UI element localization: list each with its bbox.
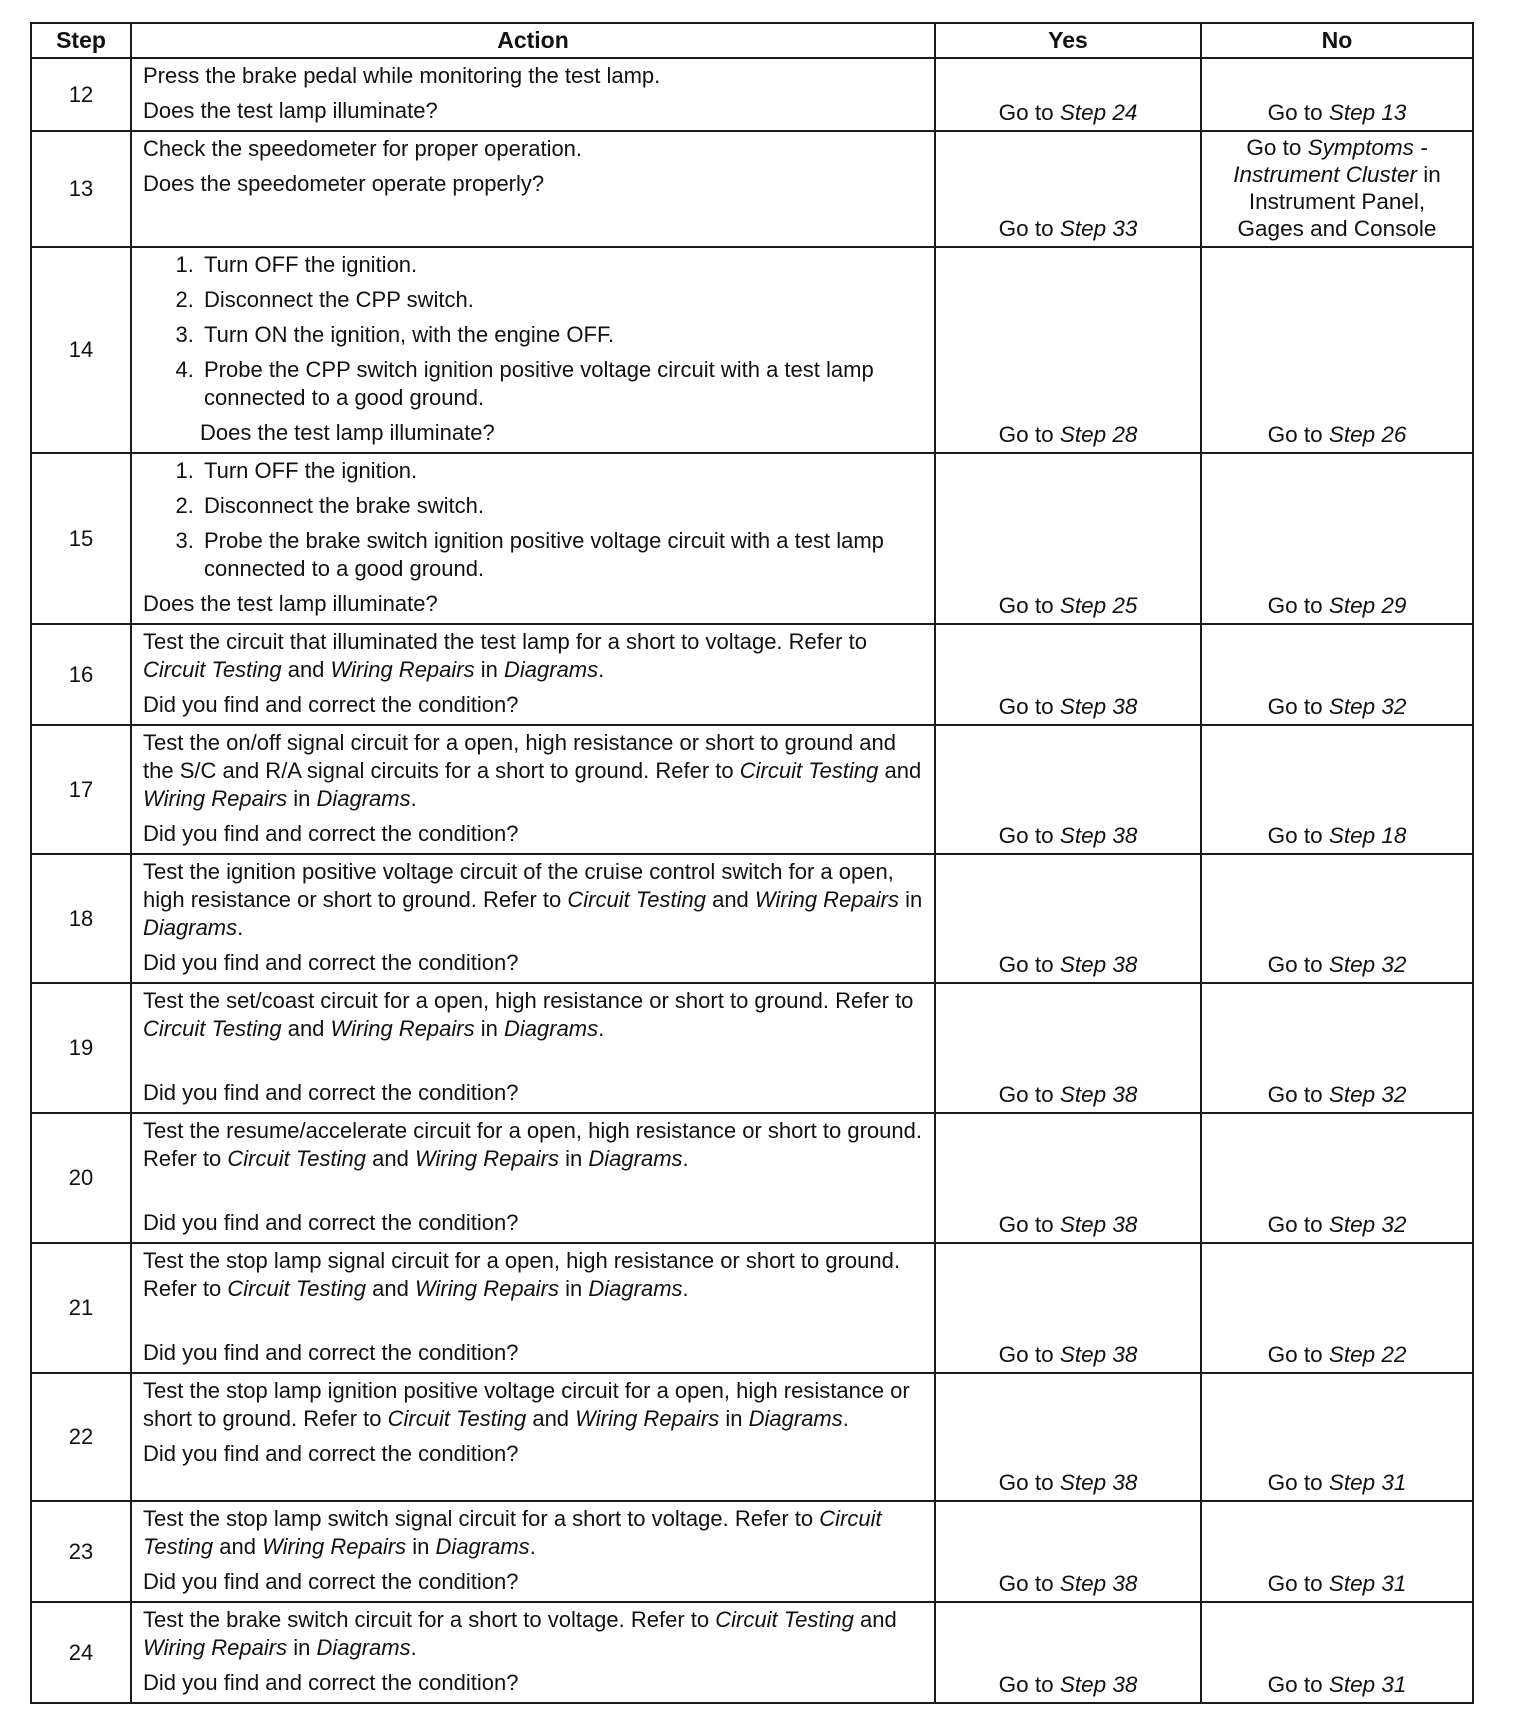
yes-step-link[interactable]: Step 25 <box>1059 593 1138 618</box>
ref-and: and <box>287 1016 325 1041</box>
action-text <box>143 1377 926 1433</box>
yes-prefix: Go to <box>998 593 1054 618</box>
instrument-cluster-link[interactable]: Instrument Cluster <box>1233 162 1418 187</box>
yes-result[interactable] <box>935 1113 1201 1243</box>
circuit-testing-link[interactable]: Circuit Testing <box>567 887 706 912</box>
ref-and: and <box>372 1276 409 1301</box>
step-column-header: Step <box>31 23 131 58</box>
no-step-link[interactable]: Step 26 <box>1328 422 1407 447</box>
no-step-link[interactable]: Step 13 <box>1328 100 1407 125</box>
yes-prefix: Go to <box>998 952 1054 977</box>
table-row <box>31 1501 1473 1602</box>
table-row <box>31 131 1473 247</box>
ref-and: and <box>884 758 922 783</box>
no-result[interactable] <box>1201 624 1473 725</box>
reference <box>143 1276 689 1301</box>
no-prefix: Go to <box>1267 593 1323 618</box>
action-text-body: Test the circuit that illuminated the test lamp for a short to voltage. <box>143 629 783 654</box>
action-cell <box>131 1602 935 1703</box>
ref-and: and <box>859 1607 897 1632</box>
yes-step-link[interactable]: Step 38 <box>1059 823 1138 848</box>
yes-prefix: Go to <box>998 1470 1054 1495</box>
step-number: 21 <box>31 1243 131 1373</box>
action-text-body: Test the stop lamp signal circuit for a open, high resistance or short to ground. <box>143 1248 900 1273</box>
diagrams-link[interactable]: Diagrams <box>143 915 238 940</box>
no-step-link[interactable]: Step 31 <box>1328 1672 1407 1697</box>
ref-and: and <box>372 1146 409 1171</box>
no-step-link[interactable]: Step 22 <box>1328 1342 1407 1367</box>
no-result[interactable] <box>1201 247 1473 453</box>
table-row <box>31 983 1473 1113</box>
action-column-header: Action <box>131 23 935 58</box>
ref-prefix: Refer to <box>143 1276 222 1301</box>
circuit-testing-link[interactable]: Circuit Testing <box>143 1506 882 1559</box>
action-text: Press the brake pedal while monitoring the test lamp. <box>143 63 661 88</box>
step-number: 14 <box>31 247 131 453</box>
header-row <box>31 23 1473 58</box>
no-result[interactable] <box>1201 854 1473 983</box>
yes-step-link[interactable]: Step 38 <box>1059 1672 1138 1697</box>
diagrams-link[interactable]: Diagrams <box>504 657 599 682</box>
action-text <box>143 987 926 1043</box>
no-step-link[interactable]: Step 29 <box>1328 593 1407 618</box>
no-result[interactable] <box>1201 1602 1473 1703</box>
action-text <box>143 1505 926 1561</box>
ref-prefix: Refer to <box>482 887 562 912</box>
no-prefix: Go to <box>1267 1082 1323 1107</box>
substep-item: 3. Probe the brake switch ignition positive voltage circuit with a test lamp connected to a good ground. <box>200 527 926 583</box>
diagrams-link[interactable]: Diagrams <box>316 1635 411 1660</box>
wiring-repairs-link[interactable]: Wiring Repairs <box>414 1276 560 1301</box>
action-cell <box>131 1373 935 1501</box>
ref-end: . <box>682 1276 689 1301</box>
action-cell <box>131 725 935 854</box>
action-text <box>143 1606 926 1662</box>
action-question: Did you find and correct the condition? <box>143 1080 519 1105</box>
no-prefix: Go to <box>1267 422 1323 447</box>
no-prefix: Go to <box>1267 694 1323 719</box>
ref-in: in <box>480 1016 498 1041</box>
no-result[interactable] <box>1201 983 1473 1113</box>
no-result[interactable] <box>1201 1373 1473 1501</box>
wiring-repairs-link[interactable]: Wiring Repairs <box>330 657 475 682</box>
ref-in: in <box>725 1406 743 1431</box>
circuit-testing-link[interactable]: Circuit Testing <box>143 657 282 682</box>
action-cell <box>131 131 935 247</box>
yes-result[interactable] <box>935 854 1201 983</box>
action-question: Does the test lamp illuminate? <box>143 98 438 123</box>
action-cell <box>131 1243 935 1373</box>
substep-list <box>143 251 926 412</box>
yes-step-link[interactable]: Step 38 <box>1059 1212 1138 1237</box>
yes-result[interactable] <box>935 983 1201 1113</box>
yes-step-link[interactable]: Step 24 <box>1059 100 1138 125</box>
step-number: 16 <box>31 624 131 725</box>
action-text <box>143 858 926 942</box>
no-step-link[interactable]: Step 32 <box>1328 952 1407 977</box>
yes-step-link[interactable]: Step 38 <box>1059 1571 1138 1596</box>
no-ref-line4: Gages and Console <box>1237 216 1437 241</box>
wiring-repairs-link[interactable]: Wiring Repairs <box>262 1534 407 1559</box>
action-question: Did you find and correct the condition? <box>143 1441 519 1466</box>
ref-prefix: Refer to <box>630 1607 710 1632</box>
step-number: 15 <box>31 453 131 624</box>
table-row <box>31 725 1473 854</box>
action-cell <box>131 983 935 1113</box>
wiring-repairs-link[interactable]: Wiring Repairs <box>754 887 899 912</box>
action-text-body: Test the ignition positive voltage circuit of the cruise control switch for a open, high resistance or short to ground. <box>143 859 894 912</box>
yes-result[interactable] <box>935 1501 1201 1602</box>
action-text-body: Test the stop lamp ignition positive voltage circuit for a open, high resistance or short to ground. <box>143 1378 910 1431</box>
no-ref-in: in <box>1423 162 1441 187</box>
wiring-repairs-link[interactable]: Wiring Repairs <box>575 1406 720 1431</box>
ref-in: in <box>293 786 311 811</box>
table-row <box>31 1602 1473 1703</box>
no-step-link[interactable]: Step 18 <box>1328 823 1407 848</box>
step-number: 17 <box>31 725 131 854</box>
table-row <box>31 1243 1473 1373</box>
yes-result[interactable] <box>935 58 1201 131</box>
circuit-testing-link[interactable]: Circuit Testing <box>739 758 879 783</box>
table-row <box>31 1373 1473 1501</box>
yes-step-link[interactable]: Step 38 <box>1059 1082 1138 1107</box>
ref-end: . <box>682 1146 689 1171</box>
ref-prefix: Refer to <box>143 1146 222 1171</box>
action-text: Check the speedometer for proper operation. <box>143 136 583 161</box>
step-number: 22 <box>31 1373 131 1501</box>
no-ref-line3: Instrument Panel, <box>1248 189 1426 214</box>
yes-result[interactable] <box>935 624 1201 725</box>
ref-prefix: Refer to <box>303 1406 382 1431</box>
action-question: Did you find and correct the condition? <box>143 1210 519 1235</box>
reference <box>143 1146 689 1171</box>
diagrams-link[interactable]: Diagrams <box>748 1406 843 1431</box>
step-number: 20 <box>31 1113 131 1243</box>
action-question: Does the speedometer operate properly? <box>143 171 545 196</box>
table-row <box>31 453 1473 624</box>
action-cell <box>131 854 935 983</box>
no-column-header: No <box>1201 23 1473 58</box>
action-text-body: Test the stop lamp switch signal circuit for a short to voltage. <box>143 1506 729 1531</box>
substep-item: 4. Probe the CPP switch ignition positive voltage circuit with a test lamp connected to a good ground. <box>200 356 926 412</box>
wiring-repairs-link[interactable]: Wiring Repairs <box>143 786 288 811</box>
yes-step-link[interactable]: Step 38 <box>1059 694 1138 719</box>
yes-step-link[interactable]: Step 28 <box>1059 422 1138 447</box>
wiring-repairs-link[interactable]: Wiring Repairs <box>330 1016 475 1041</box>
diagrams-link[interactable]: Diagrams <box>588 1276 683 1301</box>
ref-end: . <box>410 786 417 811</box>
table-row <box>31 854 1473 983</box>
yes-result[interactable] <box>935 1602 1201 1703</box>
ref-prefix: Refer to <box>835 988 914 1013</box>
no-prefix: Go to <box>1267 1342 1323 1367</box>
yes-step-link[interactable]: Step 38 <box>1059 1342 1138 1367</box>
yes-result[interactable] <box>935 453 1201 624</box>
no-result[interactable] <box>1201 1113 1473 1243</box>
yes-step-link[interactable]: Step 38 <box>1059 952 1138 977</box>
ref-in: in <box>905 887 923 912</box>
ref-end: . <box>410 1635 417 1660</box>
ref-end: . <box>598 657 605 682</box>
substep-item: 3. Turn ON the ignition, with the engine OFF. <box>200 321 926 349</box>
no-step-link[interactable]: Step 31 <box>1328 1470 1407 1495</box>
diagrams-link[interactable]: Diagrams <box>588 1146 683 1171</box>
yes-prefix: Go to <box>998 823 1054 848</box>
ref-prefix: Refer to <box>734 1506 814 1531</box>
step-number: 13 <box>31 131 131 247</box>
circuit-testing-link[interactable]: Circuit Testing <box>387 1406 527 1431</box>
action-question: Did you find and correct the condition? <box>143 950 519 975</box>
ref-and: and <box>219 1534 256 1559</box>
circuit-testing-link[interactable]: Circuit Testing <box>227 1146 366 1171</box>
no-prefix: Go to <box>1267 100 1323 125</box>
yes-result[interactable] <box>935 725 1201 854</box>
yes-prefix: Go to <box>998 694 1054 719</box>
ref-end: . <box>237 915 244 940</box>
yes-result[interactable] <box>935 1373 1201 1501</box>
no-result[interactable] <box>1201 58 1473 131</box>
action-question: Did you find and correct the condition? <box>143 821 519 846</box>
action-text <box>143 729 926 813</box>
yes-prefix: Go to <box>998 100 1054 125</box>
step-number: 24 <box>31 1602 131 1703</box>
reference <box>303 1406 849 1431</box>
action-question: Did you find and correct the condition? <box>143 1340 519 1365</box>
no-step-link[interactable]: Step 32 <box>1328 1082 1407 1107</box>
table-row <box>31 1113 1473 1243</box>
yes-result[interactable] <box>935 247 1201 453</box>
ref-in: in <box>412 1534 430 1559</box>
action-cell <box>131 624 935 725</box>
yes-step-link[interactable]: Step 38 <box>1059 1470 1138 1495</box>
ref-prefix: Refer to <box>655 758 734 783</box>
table-row <box>31 247 1473 453</box>
no-result[interactable] <box>1201 131 1473 247</box>
step-number: 18 <box>31 854 131 983</box>
no-prefix: Go to <box>1246 135 1302 160</box>
substep-item: 1. Turn OFF the ignition. <box>200 457 926 485</box>
yes-result[interactable] <box>935 1243 1201 1373</box>
yes-step-link[interactable]: Step 33 <box>1059 216 1138 241</box>
no-result[interactable] <box>1201 1501 1473 1602</box>
yes-prefix: Go to <box>998 422 1054 447</box>
yes-prefix: Go to <box>998 1082 1054 1107</box>
table-row <box>31 58 1473 131</box>
ref-in: in <box>480 657 498 682</box>
wiring-repairs-link[interactable]: Wiring Repairs <box>143 1635 288 1660</box>
substep-list <box>143 457 926 583</box>
ref-in: in <box>565 1276 583 1301</box>
action-text-body: Test the set/coast circuit for a open, high resistance or short to ground. <box>143 988 830 1013</box>
no-prefix: Go to <box>1267 1470 1323 1495</box>
no-result[interactable] <box>1201 1243 1473 1373</box>
diagnostic-table <box>30 22 1474 1704</box>
no-step-link[interactable]: Step 31 <box>1328 1571 1407 1596</box>
action-cell <box>131 1113 935 1243</box>
diagrams-link[interactable]: Diagrams <box>504 1016 599 1041</box>
step-number: 12 <box>31 58 131 131</box>
action-question: Does the test lamp illuminate? <box>143 591 438 616</box>
substep-item: 1. Turn OFF the ignition. <box>200 251 926 279</box>
yes-result[interactable] <box>935 131 1201 247</box>
diagnostic-table-page <box>30 22 1472 1704</box>
ref-in: in <box>565 1146 583 1171</box>
action-cell <box>131 453 935 624</box>
action-question: Did you find and correct the condition? <box>143 1670 519 1695</box>
no-result[interactable] <box>1201 453 1473 624</box>
action-text-body: Test the resume/accelerate circuit for a open, high resistance or short to ground. <box>143 1118 922 1143</box>
yes-prefix: Go to <box>998 1571 1054 1596</box>
action-question: Did you find and correct the condition? <box>143 692 519 717</box>
action-text <box>143 1117 926 1173</box>
wiring-repairs-link[interactable]: Wiring Repairs <box>414 1146 560 1171</box>
action-text-body: Test the on/off signal circuit for a open, high resistance or short to ground and the S/C and R/A signal circuits for a short to ground. <box>143 730 896 783</box>
no-prefix: Go to <box>1267 952 1323 977</box>
ref-end: . <box>529 1534 536 1559</box>
yes-column-header: Yes <box>935 23 1201 58</box>
step-number: 19 <box>31 983 131 1113</box>
ref-and: and <box>712 887 749 912</box>
ref-and: and <box>532 1406 570 1431</box>
diagrams-link[interactable]: Diagrams <box>316 786 411 811</box>
ref-end: . <box>598 1016 605 1041</box>
no-step-link[interactable]: Step 32 <box>1328 1212 1407 1237</box>
no-prefix: Go to <box>1267 1571 1323 1596</box>
substep-item: 2. Disconnect the brake switch. <box>200 492 926 520</box>
action-question: Does the test lamp illuminate? <box>200 420 495 445</box>
no-result[interactable] <box>1201 725 1473 854</box>
circuit-testing-link[interactable]: Circuit Testing <box>715 1607 854 1632</box>
ref-prefix: Refer to <box>788 629 867 654</box>
action-text <box>143 628 926 684</box>
action-cell <box>131 1501 935 1602</box>
circuit-testing-link[interactable]: Circuit Testing <box>227 1276 366 1301</box>
ref-in: in <box>293 1635 311 1660</box>
no-prefix: Go to <box>1267 1672 1323 1697</box>
substep-item: 2. Disconnect the CPP switch. <box>200 286 926 314</box>
action-cell <box>131 247 935 453</box>
no-prefix: Go to <box>1267 823 1323 848</box>
no-step-link[interactable]: Step 32 <box>1328 694 1407 719</box>
diagrams-link[interactable]: Diagrams <box>435 1534 530 1559</box>
yes-prefix: Go to <box>998 1212 1054 1237</box>
ref-end: . <box>842 1406 849 1431</box>
action-text-body: Test the brake switch circuit for a short to voltage. <box>143 1607 625 1632</box>
yes-prefix: Go to <box>998 216 1054 241</box>
no-prefix: Go to <box>1267 1212 1323 1237</box>
yes-prefix: Go to <box>998 1342 1054 1367</box>
symptoms-link[interactable]: Symptoms - <box>1307 135 1428 160</box>
yes-prefix: Go to <box>998 1672 1054 1697</box>
ref-and: and <box>287 657 325 682</box>
action-question: Did you find and correct the condition? <box>143 1569 519 1594</box>
step-number: 23 <box>31 1501 131 1602</box>
action-text <box>143 1247 926 1303</box>
circuit-testing-link[interactable]: Circuit Testing <box>143 1016 282 1041</box>
action-cell <box>131 58 935 131</box>
table-row <box>31 624 1473 725</box>
